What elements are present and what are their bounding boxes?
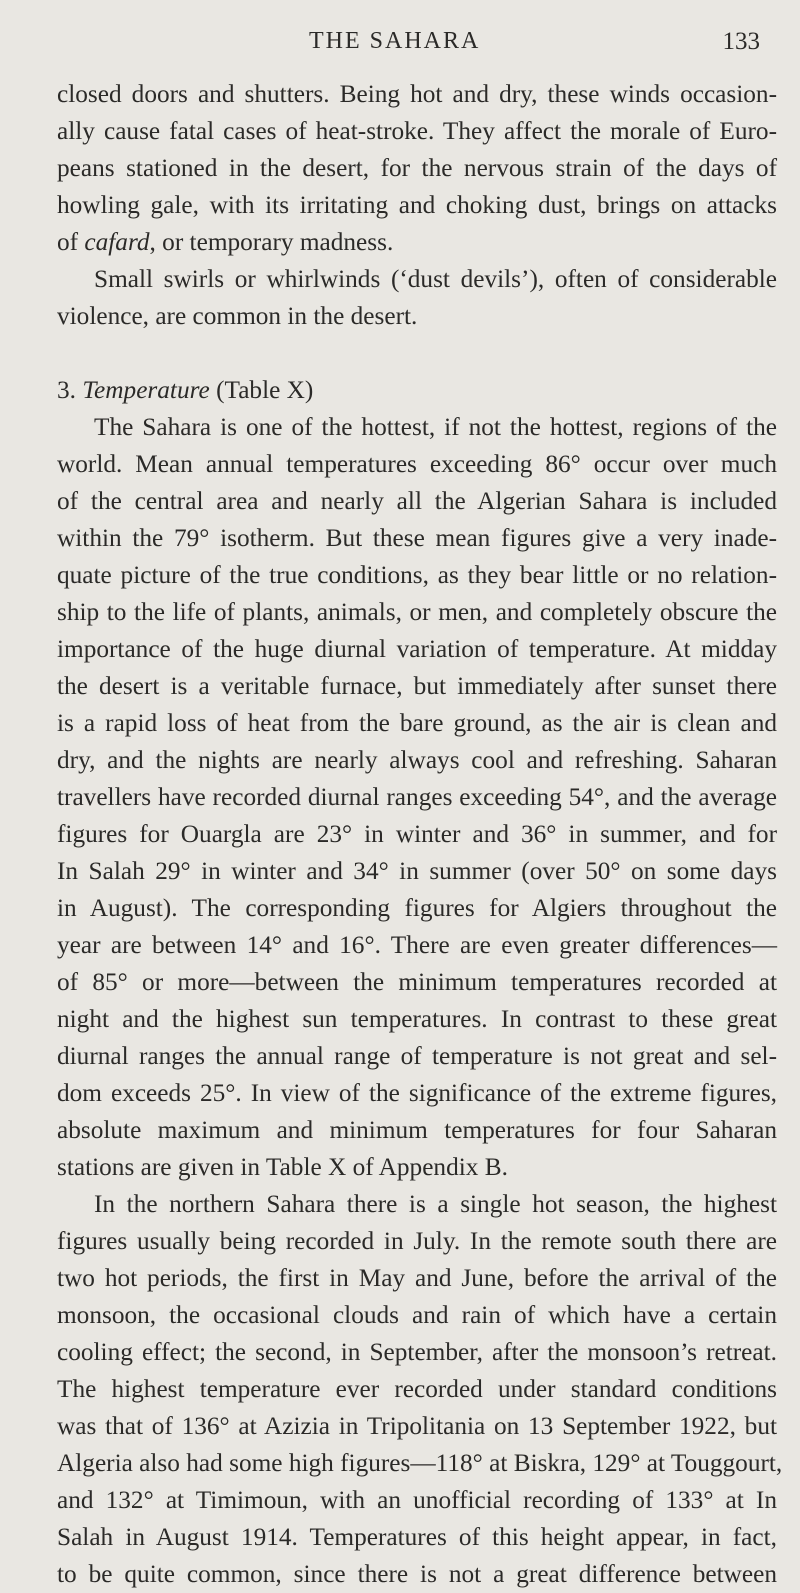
text-line: The Sahara is one of the hottest, if not the hottest, regions of the xyxy=(94,413,777,441)
text-line: ally cause fatal cases of heat-stroke. They affect the morale of Euro- xyxy=(57,117,777,145)
text-line: Algeria also had some high figures—118° at Biskra, 129° at Touggourt, xyxy=(57,1449,783,1477)
body-text xyxy=(57,76,783,1593)
text-line: in August). The corresponding figures for Algiers throughout the xyxy=(57,894,777,922)
section-number: 3. xyxy=(57,376,76,404)
text-run: of xyxy=(57,228,85,256)
paragraph-continued xyxy=(57,76,777,261)
running-head-title: THE SAHARA xyxy=(309,28,481,54)
text-line: stations are given in Table X of Appendix B. xyxy=(57,1153,508,1181)
text-line: year are between 14° and 16°. There are even greater differences— xyxy=(57,931,777,959)
text-line: In Salah 29° in winter and 34° in summer (over 50° on some days xyxy=(57,857,777,885)
text-line: dom exceeds 25°. In view of the significance of the extreme figures, xyxy=(57,1079,777,1107)
text-line: of the central area and nearly all the Algerian Sahara is included xyxy=(57,487,777,515)
text-line: monsoon, the occasional clouds and rain of which have a certain xyxy=(57,1301,777,1329)
text-line: world. Mean annual temperatures exceeding 86° occur over much xyxy=(57,450,777,478)
text-line: Salah in August 1914. Temperatures of this height appear, in fact, xyxy=(57,1523,777,1551)
text-line: to be quite common, since there is not a great difference between xyxy=(57,1560,777,1588)
paragraph-temperature xyxy=(57,409,777,1186)
text-line: closed doors and shutters. Being hot and dry, these winds occasion- xyxy=(57,80,777,108)
text-line: cooling effect; the second, in September, after the monsoon’s retreat. xyxy=(57,1338,777,1366)
section-title: Temperature xyxy=(82,376,210,404)
text-line: violence, are common in the desert. xyxy=(57,302,418,330)
text-line: figures for Ouargla are 23° in winter and 36° in summer, and for xyxy=(57,820,777,848)
text-line: In the northern Sahara there is a single hot season, the highest xyxy=(94,1190,777,1218)
text-line: travellers have recorded diurnal ranges exceeding 54°, and the average xyxy=(57,783,777,811)
text-line: Small swirls or whirlwinds (‘dust devils’), often of considerable xyxy=(94,265,777,293)
text-line: figures usually being recorded in July. In the remote south there are xyxy=(57,1227,777,1255)
text-line: howling gale, with its irritating and choking dust, brings on attacks xyxy=(57,191,777,219)
text-line: ship to the life of plants, animals, or men, and completely obscure the xyxy=(57,598,777,626)
paragraph-dust-devils xyxy=(57,261,777,335)
text-line: is a rapid loss of heat from the bare ground, as the air is clean and xyxy=(57,709,777,737)
page-number: 133 xyxy=(722,28,760,55)
text-line: and 132° at Timimoun, with an unofficial recording of 133° at In xyxy=(57,1486,777,1514)
text-line: peans stationed in the desert, for the nervous strain of the days of xyxy=(57,154,777,182)
italic-term: cafard xyxy=(84,228,150,256)
text-line: was that of 136° at Azizia in Tripolitania on 13 September 1922, but xyxy=(57,1412,777,1440)
section-heading xyxy=(57,372,777,409)
text-line: quate picture of the true conditions, as they bear little or no relation- xyxy=(57,561,777,589)
text-line: dry, and the nights are nearly always cool and refreshing. Saharan xyxy=(57,746,777,774)
text-run: , or temporary madness. xyxy=(149,228,394,256)
text-line: night and the highest sun temperatures. In contrast to these great xyxy=(57,1005,777,1033)
text-line: absolute maximum and minimum temperatures for four Saharan xyxy=(57,1116,777,1144)
text-line: of 85° or more—between the minimum temperatures recorded at xyxy=(57,968,777,996)
text-line: importance of the huge diurnal variation of temperature. At midday xyxy=(57,635,777,663)
text-line: The highest temperature ever recorded under standard conditions xyxy=(57,1375,777,1403)
text-line: within the 79° isotherm. But these mean figures give a very inade- xyxy=(57,524,777,552)
text-line xyxy=(57,224,777,261)
text-line: two hot periods, the first in May and June, before the arrival of the xyxy=(57,1264,777,1292)
text-line: the desert is a veritable furnace, but immediately after sunset there xyxy=(57,672,777,700)
paragraph-hot-season xyxy=(57,1186,783,1593)
section-suffix: (Table X) xyxy=(216,376,314,404)
text-line: diurnal ranges the annual range of temperature is not great and sel- xyxy=(57,1042,777,1070)
running-head xyxy=(0,22,800,62)
